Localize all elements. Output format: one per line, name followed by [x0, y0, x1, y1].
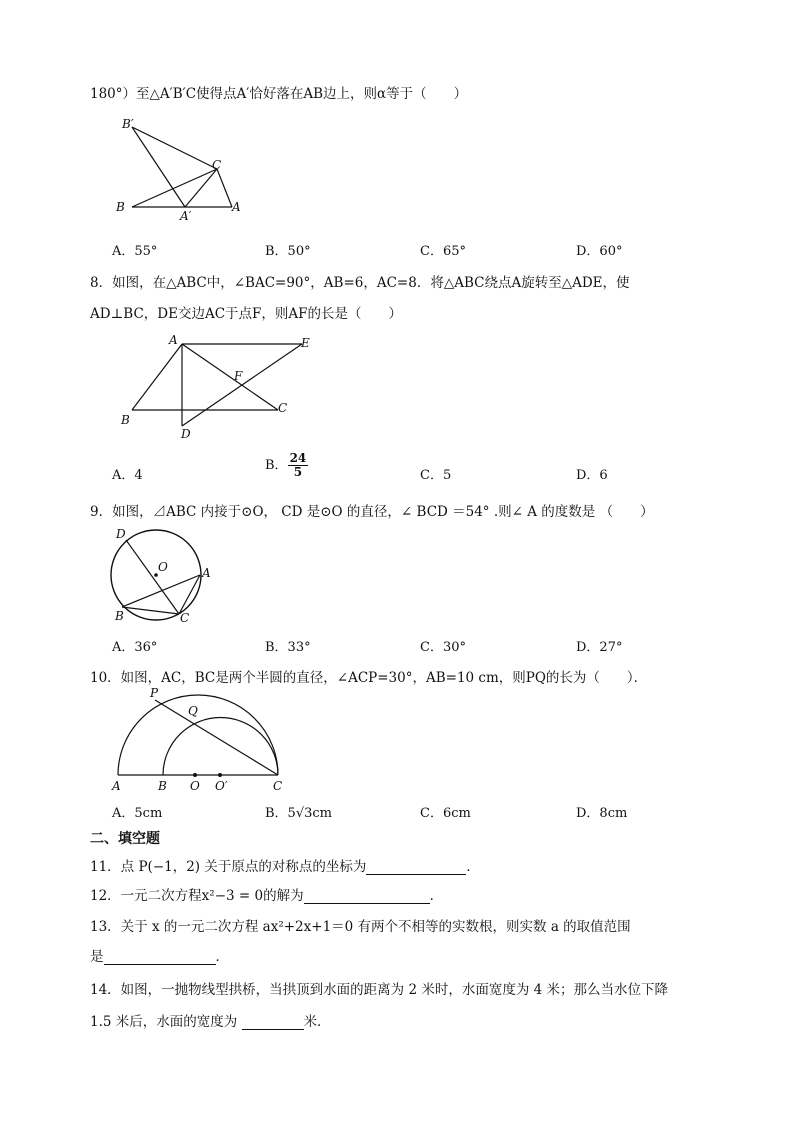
- q7-label-aprime: A′: [180, 209, 192, 223]
- q14-answer-blank[interactable]: [242, 1015, 304, 1030]
- q8-label-b: B: [121, 413, 130, 427]
- q12-text: 12．一元二次方程x²−3 = 0的解为: [90, 888, 304, 904]
- q8-option-b-fraction: [288, 452, 309, 479]
- q11-period: ．: [466, 859, 480, 875]
- q8-label-c: C: [278, 401, 288, 415]
- q8-option-a: A．4: [112, 468, 143, 483]
- q11-stem: [90, 855, 480, 875]
- q9-option-b: B．33°: [265, 640, 311, 655]
- q10-option-a: A．5cm: [112, 806, 163, 821]
- q8-option-b-numerator: 24: [289, 451, 307, 465]
- q9-option-a: A．36°: [112, 640, 158, 655]
- q13-answer-blank[interactable]: [104, 950, 216, 965]
- q8-label-d: D: [181, 427, 191, 441]
- q13-period: ．: [215, 949, 229, 965]
- q10-stem: 10．如图，AC，BC是两个半圆的直径，∠ACP=30°，AB=10 cm，则PQ的长为（ ）．: [90, 670, 648, 686]
- q9-label-c: C: [180, 611, 190, 625]
- q13-stem-line1: 13．关于 x 的一元二次方程 ax²+2x+1＝0 有两个不相等的实数根，则实数 a 的取值范围: [90, 919, 631, 935]
- q7-label-c: C: [212, 158, 222, 172]
- q8-option-b-prefix: B．: [265, 458, 288, 473]
- q10-label-p: P: [150, 686, 159, 700]
- q10-label-b: B: [158, 779, 167, 793]
- q12-answer-blank[interactable]: [304, 889, 430, 904]
- q9-figure: [100, 522, 230, 627]
- q11-text: 11．点 P(−1，2) 关于原点的对称点的坐标为: [90, 859, 367, 875]
- q9-label-a: A: [202, 566, 211, 580]
- q8-label-f: F: [234, 369, 243, 383]
- q10-label-a: A: [112, 779, 121, 793]
- q7-label-b: B: [116, 200, 125, 214]
- q10-label-q: Q: [188, 704, 198, 718]
- q10-option-c: C．6cm: [420, 806, 471, 821]
- q10-label-o: O: [190, 779, 200, 793]
- q7-option-d: D．60°: [576, 244, 623, 259]
- q9-option-c: C．30°: [420, 640, 466, 655]
- q8-label-e: E: [301, 336, 310, 350]
- q8-figure: [115, 334, 325, 444]
- q7-option-a: A．55°: [112, 244, 158, 259]
- q14-stem-line1: 14．如图，一抛物线型拱桥，当拱顶到水面的距离为 2 米时，水面宽度为 4 米；那么当水位下降: [90, 982, 669, 998]
- q8-option-c: C．5: [420, 468, 452, 483]
- q12-stem: [90, 884, 443, 904]
- q9-stem: 9．如图，⊿ABC 内接于⊙O， CD 是⊙O 的直径，∠ BCD ＝54° .则∠ A 的度数是 （ ）: [90, 504, 654, 520]
- q9-label-b: B: [115, 609, 124, 623]
- q13-text: 是: [90, 949, 104, 965]
- q13-stem-line2: [90, 945, 229, 965]
- q7-stem: 180°）至△A′B′C使得点A′恰好落在AB边上，则α等于（ ）: [90, 86, 468, 102]
- q7-option-b: B．50°: [265, 244, 311, 259]
- q8-stem-line2: AD⊥BC，DE交边AC于点F，则AF的长是（ ）: [90, 306, 403, 322]
- q8-stem-line1: 8．如图，在△ABC中，∠BAC=90°，AB=6，AC=8．将△ABC绕点A旋转至△ADE，使: [90, 275, 630, 291]
- q14-unit: 米．: [303, 1014, 331, 1030]
- q8-option-b: [265, 452, 308, 479]
- q7-label-a: A: [232, 200, 241, 214]
- q10-figure: [100, 686, 300, 796]
- q7-label-bprime: B′: [122, 117, 134, 131]
- q10-option-d: D．8cm: [576, 806, 628, 821]
- q8-option-b-denominator: 5: [293, 465, 303, 479]
- q10-label-c: C: [273, 779, 283, 793]
- q10-option-b: B．5√3cm: [265, 806, 332, 821]
- q9-label-d: D: [116, 527, 126, 541]
- q9-option-d: D．27°: [576, 640, 623, 655]
- q11-answer-blank[interactable]: [366, 860, 466, 875]
- section-fill-in-blank-heading: 二、填空题: [90, 831, 160, 847]
- q14-text: 1.5 米后，水面的宽度为: [90, 1014, 238, 1030]
- q7-option-c: C．65°: [420, 244, 466, 259]
- q12-period: ．: [429, 888, 444, 904]
- q14-stem-line2: [90, 1010, 331, 1030]
- q9-label-o: O: [158, 560, 168, 574]
- q8-label-a: A: [169, 333, 178, 347]
- q10-label-oprime: O′: [215, 779, 228, 793]
- q8-option-d: D．6: [576, 468, 608, 483]
- q7-figure: [110, 112, 250, 222]
